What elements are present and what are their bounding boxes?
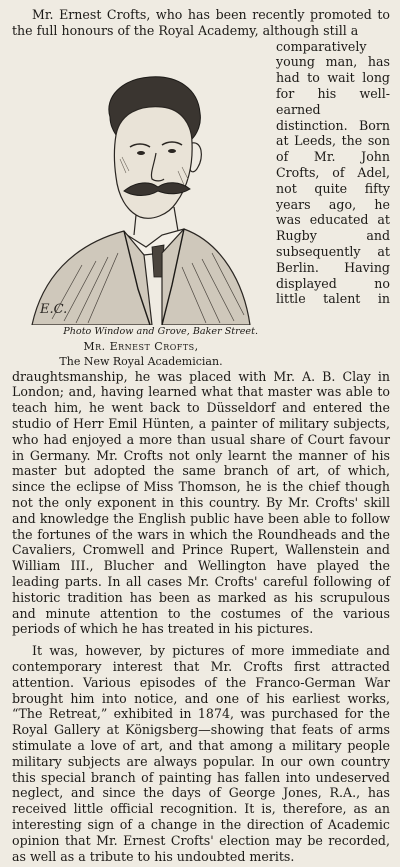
portrait-engraving (12, 39, 270, 325)
caption-title: The New Royal Academician. (59, 354, 223, 368)
caption-name: Mr. Ernest Crofts, (83, 339, 199, 353)
photo-credit: Photo Window and Grove, Baker Street. (63, 325, 258, 337)
paragraph-career: It was, however, by pictures of more immediate and contemporary interest that Mr. Crofts first attracted attention. Various episodes of the Franco-German War brought him into notice, and one of his earliest works, “The Retreat,” exhibited in 1874, was purchased for the Royal Gallery at Königsberg—showing that feats of arms stimulate a love of art, and that among a military people military subjects are always popular. In our own country this special branch of painting has fallen into undeserved neglect, and since the days of George Jones, R.A., has received little official recognition. It is, therefore, as an interesting sign of a change in the direction of Academic opinion that Mr. Ernest Crofts' election may be recorded, as well as a tribute to his undoubted merits. (12, 643, 390, 864)
figure-caption (12, 325, 270, 369)
portrait-figure (12, 39, 270, 369)
paragraph-biography: comparatively young man, has had to wait long for his well-earned distinction. Born at Leeds, the son of Mr. John Crofts, of Adel, not quite fifty years ago, he was educated at Rugby and subsequently at Berlin. Having displayed no little talent in draughtsmanship, he was placed with Mr. A. B. Clay in London; and, having learned what that master was able to teach him, he went back to Düsseldorf and entered the studio of Herr Emil Hünten, a painter of military subjects, who had enjoyed a more than usual share of Court favour in Germany. Mr. Crofts not only learnt the manner of his master but adopted the same branch of art, of which, since the eclipse of Miss Thomson, he is the chief though not the only exponent in this country. By Mr. Crofts' skill and knowledge the English public have been able to follow the fortunes of the wars in which the Roundheads and the Cavaliers, Cromwell and Prince Rupert, Wallenstein and William III., Blucher and Wellington have played the leading parts. In all cases Mr. Crofts' careful following of historic tradition has been as marked as his scrupulous and minute attention to the costumes of the various periods of which he has treated in his pictures. (12, 38, 390, 637)
artist-signature: E.C. (40, 301, 68, 317)
paragraph-intro: Mr. Ernest Crofts, who has been recently promoted to the full honours of the Royal Academy, although still a (12, 7, 390, 38)
